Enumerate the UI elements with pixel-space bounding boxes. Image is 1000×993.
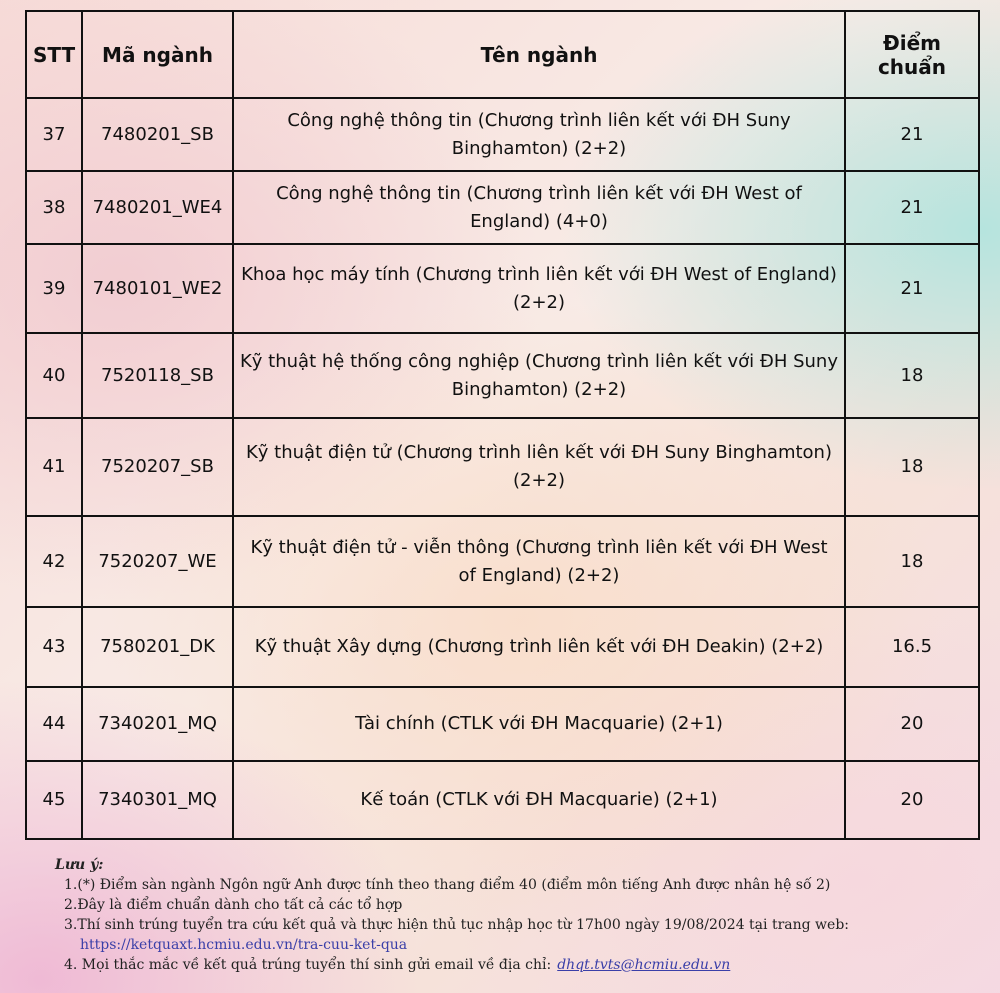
row-code: 7520207_WE — [82, 516, 233, 607]
table-row — [26, 687, 979, 761]
note-item — [64, 895, 955, 915]
note-text: Đây là điểm chuẩn dành cho tất cả các tổ hợp — [77, 897, 403, 913]
row-code: 7520207_SB — [82, 418, 233, 516]
table-row — [26, 607, 979, 687]
row-stt: 37 — [26, 98, 82, 171]
row-code: 7340301_MQ — [82, 761, 233, 839]
note-item — [64, 915, 955, 955]
result-lookup-link[interactable]: https://ketquaxt.hcmiu.edu.vn/tra-cuu-ket-qua — [80, 937, 408, 953]
row-code: 7520118_SB — [82, 333, 233, 418]
row-name: Kế toán (CTLK với ĐH Macquarie) (2+1) — [233, 761, 845, 839]
notes-list — [55, 875, 955, 975]
row-score: 18 — [845, 333, 979, 418]
notes-section — [55, 855, 955, 975]
row-code: 7480201_WE4 — [82, 171, 233, 244]
row-name: Kỹ thuật điện tử - viễn thông (Chương trình liên kết với ĐH West of England) (2+2) — [233, 516, 845, 607]
header-name: Tên ngành — [233, 11, 845, 98]
row-score: 20 — [845, 761, 979, 839]
row-code: 7480101_WE2 — [82, 244, 233, 333]
table-row — [26, 244, 979, 333]
row-stt: 45 — [26, 761, 82, 839]
row-score: 21 — [845, 171, 979, 244]
row-score: 18 — [845, 516, 979, 607]
row-stt: 40 — [26, 333, 82, 418]
row-name: Kỹ thuật hệ thống công nghiệp (Chương trình liên kết với ĐH Suny Binghamton) (2+2) — [233, 333, 845, 418]
row-stt: 44 — [26, 687, 82, 761]
table-header-row — [26, 11, 979, 98]
header-score-line2: chuẩn — [877, 54, 947, 79]
row-name: Công nghệ thông tin (Chương trình liên kết với ĐH Suny Binghamton) (2+2) — [233, 98, 845, 171]
header-score — [845, 11, 979, 98]
table-row — [26, 418, 979, 516]
header-score-line1: Điểm — [882, 30, 942, 55]
row-score: 21 — [845, 98, 979, 171]
notes-title: Lưu ý: — [55, 857, 104, 873]
note-number: 4. — [64, 957, 78, 973]
note-text: Mọi thắc mắc về kết quả trúng tuyển thí sinh gửi email về địa chỉ: — [77, 957, 552, 973]
row-score: 20 — [845, 687, 979, 761]
note-number: 1. — [64, 877, 78, 893]
table-row — [26, 333, 979, 418]
contact-email-link[interactable]: dhqt.tvts@hcmiu.edu.vn — [557, 957, 731, 973]
note-item — [64, 875, 955, 895]
admission-score-table — [25, 10, 980, 840]
table-row — [26, 516, 979, 607]
row-stt: 43 — [26, 607, 82, 687]
row-name: Kỹ thuật điện tử (Chương trình liên kết với ĐH Suny Binghamton) (2+2) — [233, 418, 845, 516]
row-stt: 38 — [26, 171, 82, 244]
row-name: Tài chính (CTLK với ĐH Macquarie) (2+1) — [233, 687, 845, 761]
note-number: 3. — [64, 917, 78, 933]
note-item — [64, 955, 955, 975]
row-score: 21 — [845, 244, 979, 333]
row-score: 18 — [845, 418, 979, 516]
row-name: Kỹ thuật Xây dựng (Chương trình liên kết với ĐH Deakin) (2+2) — [233, 607, 845, 687]
row-code: 7480201_SB — [82, 98, 233, 171]
row-code: 7340201_MQ — [82, 687, 233, 761]
table-row — [26, 761, 979, 839]
row-name: Công nghệ thông tin (Chương trình liên kết với ĐH West of England) (4+0) — [233, 171, 845, 244]
header-stt: STT — [26, 11, 82, 98]
note-text: (*) Điểm sàn ngành Ngôn ngữ Anh được tính theo thang điểm 40 (điểm môn tiếng Anh được nhân hệ số 2) — [77, 877, 831, 893]
note-number: 2. — [64, 897, 78, 913]
note-text: Thí sinh trúng tuyển tra cứu kết quả và thực hiện thủ tục nhập học từ 17h00 ngày 19/08/2024 tại trang web: — [77, 917, 849, 933]
row-name: Khoa học máy tính (Chương trình liên kết với ĐH West of England) (2+2) — [233, 244, 845, 333]
table-row — [26, 171, 979, 244]
row-stt: 42 — [26, 516, 82, 607]
row-stt: 41 — [26, 418, 82, 516]
header-code: Mã ngành — [82, 11, 233, 98]
table-row — [26, 98, 979, 171]
row-stt: 39 — [26, 244, 82, 333]
row-code: 7580201_DK — [82, 607, 233, 687]
row-score: 16.5 — [845, 607, 979, 687]
